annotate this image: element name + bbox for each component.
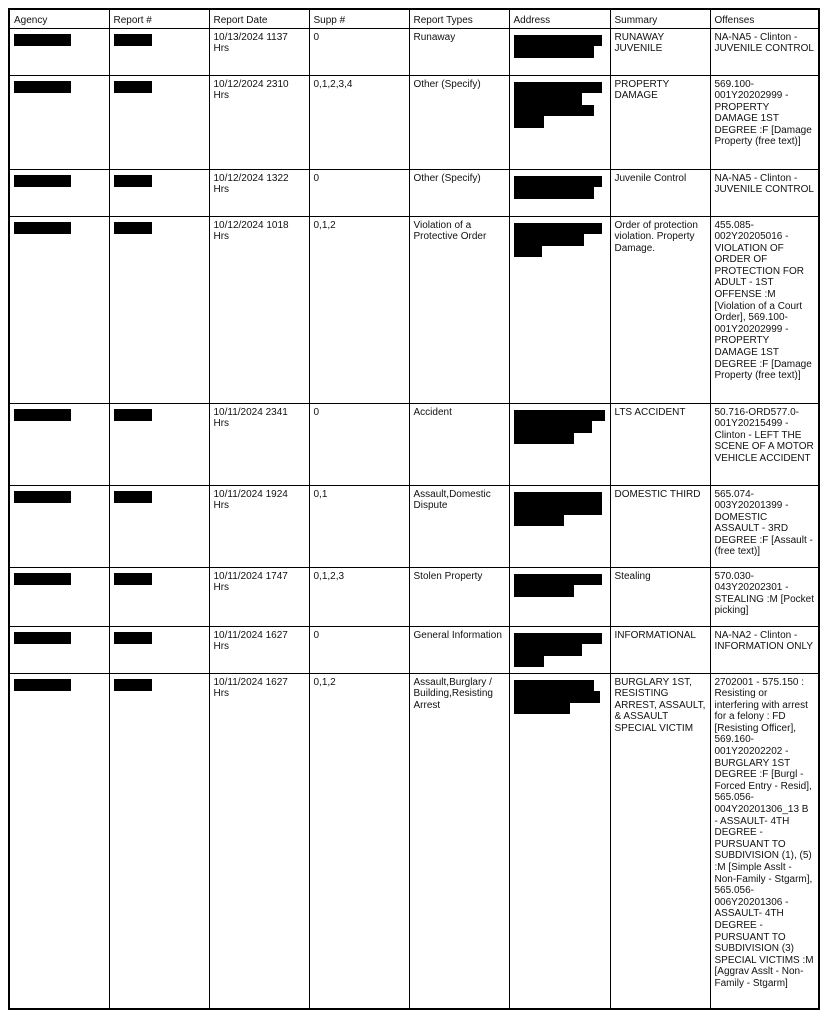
- header-offenses: Offenses: [710, 9, 819, 28]
- table-row: [9, 403, 819, 485]
- address-redaction: [514, 223, 606, 258]
- supp-cell: 0,1,2: [309, 673, 409, 1009]
- redaction-bar: [14, 222, 71, 234]
- header-summary: Summary: [610, 9, 710, 28]
- redaction-bar: [114, 409, 152, 421]
- offenses-cell: NA-NA5 - Clinton - JUVENILE CONTROL: [710, 28, 819, 75]
- redaction-bar: [114, 491, 152, 503]
- incident-report-table: [8, 8, 820, 1010]
- agency-cell: [9, 485, 109, 567]
- address-cell: [509, 75, 610, 169]
- header-report-types: Report Types: [409, 9, 509, 28]
- table-row: [9, 75, 819, 169]
- report-types-cell: Assault,Burglary / Building,Resisting Arrest: [409, 673, 509, 1009]
- offenses-cell: 2702001 - 575.150 : Resisting or interfering with arrest for a felony : FD [Resisting Officer], 569.160-001Y20202202 - BURGLARY 1ST DEGREE :F [Burgl - Forced Entry - Resid], 565.056-004Y20201306_13 B - ASSAULT- 4TH DEGREE - PURSUANT TO SUBDIVISION (1), (5) :M [Simple Asslt - Non-Family - Stgarm], 565.056-006Y20201306 - ASSAULT- 4TH DEGREE - PURSUANT TO SUBDIVISION (3) SPECIAL VICTIMS :M [Aggrav Asslt - Non-Family - Stgarm]: [710, 673, 819, 1009]
- address-redaction: [514, 492, 606, 527]
- offenses-cell: 50.716-ORD577.0-001Y20215499 - Clinton - LEFT THE SCENE OF A MOTOR VEHICLE ACCIDENT: [710, 403, 819, 485]
- report-number-cell: [109, 28, 209, 75]
- report-date-cell: 10/11/2024 1747 Hrs: [209, 567, 309, 626]
- address-cell: [509, 28, 610, 75]
- agency-cell: [9, 673, 109, 1009]
- summary-cell: BURGLARY 1ST, RESISTING ARREST, ASSAULT, & ASSAULT SPECIAL VICTIM: [610, 673, 710, 1009]
- report-number-cell: [109, 567, 209, 626]
- offenses-cell: 565.074-003Y20201399 - DOMESTIC ASSAULT - 3RD DEGREE :F [Assault - (free text)]: [710, 485, 819, 567]
- supp-cell: 0,1,2: [309, 216, 409, 403]
- report-types-cell: Other (Specify): [409, 169, 509, 216]
- supp-cell: 0,1,2,3,4: [309, 75, 409, 169]
- report-date-cell: 10/12/2024 2310 Hrs: [209, 75, 309, 169]
- redaction-bar: [14, 679, 71, 691]
- header-row: [9, 9, 819, 28]
- report-number-cell: [109, 216, 209, 403]
- offenses-cell: NA-NA5 - Clinton - JUVENILE CONTROL: [710, 169, 819, 216]
- header-address: Address: [509, 9, 610, 28]
- address-cell: [509, 403, 610, 485]
- address-redaction: [514, 680, 606, 715]
- address-redaction: [514, 176, 606, 199]
- report-date-cell: 10/12/2024 1018 Hrs: [209, 216, 309, 403]
- supp-cell: 0,1,2,3: [309, 567, 409, 626]
- address-redaction: [514, 574, 606, 597]
- agency-cell: [9, 169, 109, 216]
- redaction-bar: [14, 409, 71, 421]
- header-report-number: Report #: [109, 9, 209, 28]
- summary-cell: Order of protection violation. Property Damage.: [610, 216, 710, 403]
- address-redaction: [514, 82, 606, 128]
- report-number-cell: [109, 485, 209, 567]
- report-date-cell: 10/13/2024 1137 Hrs: [209, 28, 309, 75]
- address-cell: [509, 169, 610, 216]
- report-types-cell: Other (Specify): [409, 75, 509, 169]
- summary-cell: PROPERTY DAMAGE: [610, 75, 710, 169]
- report-types-cell: Violation of a Protective Order: [409, 216, 509, 403]
- address-cell: [509, 673, 610, 1009]
- redaction-bar: [14, 175, 71, 187]
- table-row: [9, 626, 819, 673]
- summary-cell: DOMESTIC THIRD: [610, 485, 710, 567]
- supp-cell: 0: [309, 28, 409, 75]
- summary-cell: INFORMATIONAL: [610, 626, 710, 673]
- supp-cell: 0: [309, 403, 409, 485]
- redaction-bar: [114, 175, 152, 187]
- report-types-cell: Assault,Domestic Dispute: [409, 485, 509, 567]
- redaction-bar: [14, 491, 71, 503]
- address-cell: [509, 216, 610, 403]
- offenses-cell: 455.085-002Y20205016 - VIOLATION OF ORDER OF PROTECTION FOR ADULT - 1ST OFFENSE :M [Violation of a Court Order], 569.100-001Y20202999 - PROPERTY DAMAGE 1ST DEGREE :F [Damage Property (free text)]: [710, 216, 819, 403]
- redaction-bar: [114, 222, 152, 234]
- header-supp-number: Supp #: [309, 9, 409, 28]
- redaction-bar: [114, 34, 152, 46]
- redaction-bar: [14, 81, 71, 93]
- report-number-cell: [109, 626, 209, 673]
- table-row: [9, 169, 819, 216]
- offenses-cell: 569.100-001Y20202999 - PROPERTY DAMAGE 1ST DEGREE :F [Damage Property (free text)]: [710, 75, 819, 169]
- agency-cell: [9, 626, 109, 673]
- redaction-bar: [114, 573, 152, 585]
- agency-cell: [9, 75, 109, 169]
- address-redaction: [514, 410, 606, 445]
- agency-cell: [9, 403, 109, 485]
- agency-cell: [9, 216, 109, 403]
- redaction-bar: [114, 81, 152, 93]
- table-row: [9, 28, 819, 75]
- summary-cell: Stealing: [610, 567, 710, 626]
- redaction-bar: [114, 679, 152, 691]
- report-types-cell: Stolen Property: [409, 567, 509, 626]
- supp-cell: 0,1: [309, 485, 409, 567]
- report-date-cell: 10/11/2024 1924 Hrs: [209, 485, 309, 567]
- table-row: [9, 485, 819, 567]
- supp-cell: 0: [309, 626, 409, 673]
- address-redaction: [514, 35, 606, 58]
- agency-cell: [9, 28, 109, 75]
- redaction-bar: [14, 632, 71, 644]
- offenses-cell: NA-NA2 - Clinton - INFORMATION ONLY: [710, 626, 819, 673]
- report-date-cell: 10/11/2024 1627 Hrs: [209, 673, 309, 1009]
- summary-cell: RUNAWAY JUVENILE: [610, 28, 710, 75]
- supp-cell: 0: [309, 169, 409, 216]
- offenses-cell: 570.030-043Y20202301 - STEALING :M [Pocket picking]: [710, 567, 819, 626]
- table-row: [9, 567, 819, 626]
- report-date-cell: 10/11/2024 2341 Hrs: [209, 403, 309, 485]
- address-cell: [509, 567, 610, 626]
- address-cell: [509, 626, 610, 673]
- summary-cell: Juvenile Control: [610, 169, 710, 216]
- table-row: [9, 673, 819, 1009]
- report-date-cell: 10/11/2024 1627 Hrs: [209, 626, 309, 673]
- address-cell: [509, 485, 610, 567]
- address-redaction: [514, 633, 606, 668]
- redaction-bar: [14, 573, 71, 585]
- report-types-cell: Runaway: [409, 28, 509, 75]
- agency-cell: [9, 567, 109, 626]
- report-number-cell: [109, 673, 209, 1009]
- summary-cell: LTS ACCIDENT: [610, 403, 710, 485]
- report-number-cell: [109, 169, 209, 216]
- header-agency: Agency: [9, 9, 109, 28]
- report-number-cell: [109, 403, 209, 485]
- redaction-bar: [14, 34, 71, 46]
- report-date-cell: 10/12/2024 1322 Hrs: [209, 169, 309, 216]
- table-row: [9, 216, 819, 403]
- report-number-cell: [109, 75, 209, 169]
- redaction-bar: [114, 632, 152, 644]
- header-report-date: Report Date: [209, 9, 309, 28]
- report-types-cell: General Information: [409, 626, 509, 673]
- report-types-cell: Accident: [409, 403, 509, 485]
